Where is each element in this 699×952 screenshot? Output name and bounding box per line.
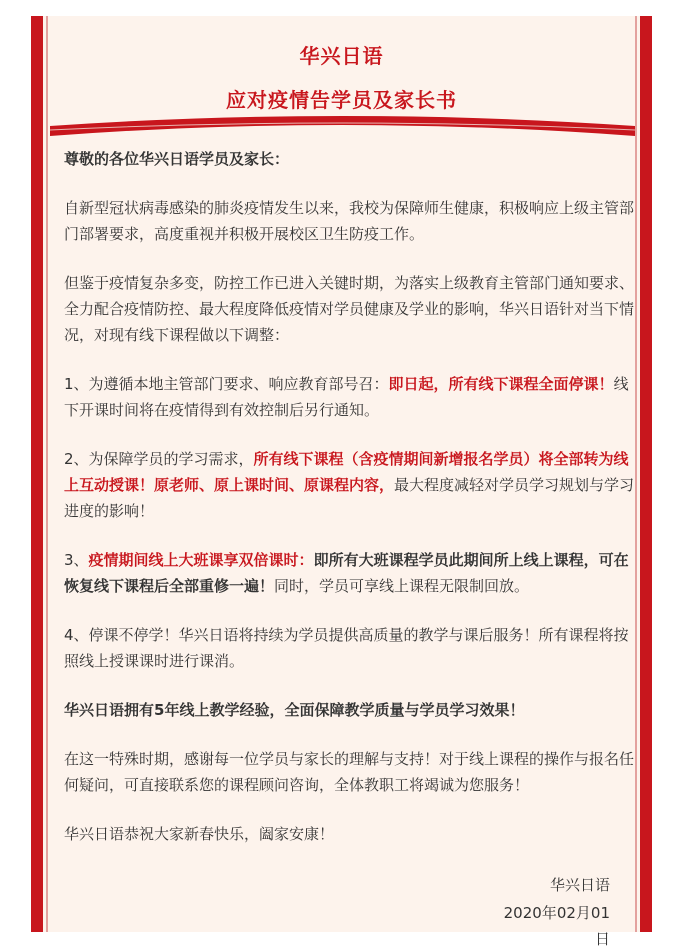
signature-date: 2020年02月01日 — [503, 904, 610, 948]
item-3-bold: 即所有大班课程学员此期间所上线上课程，可在恢复线下课程后全部重修一遍！ — [64, 551, 629, 595]
item-1 — [64, 371, 636, 423]
signature-block — [500, 872, 610, 952]
decorative-swoosh — [50, 112, 635, 136]
item-1-prefix: 1、为遵循本地主管部门要求、响应教育部号召： — [64, 375, 389, 393]
item-2-suffix: 最大程度减轻对学员学习规划与学习进度的影响！ — [64, 476, 635, 520]
greeting: 尊敬的各位华兴日语学员及家长： — [64, 150, 290, 168]
letter-title: 应对疫情告学员及家长书 — [226, 88, 457, 112]
item-2 — [64, 446, 636, 524]
item-3-suffix: 同时，学员可享线上课程无限制回放。 — [274, 577, 530, 595]
paragraph-intro: 自新型冠状病毒感染的肺炎疫情发生以来，我校为保障师生健康，积极响应上级主管部门部署要求，高度重视并积极开展校区卫生防疫工作。 — [64, 199, 635, 243]
letter-body — [64, 146, 636, 870]
item-2-prefix: 2、为保障学员的学习需求， — [64, 450, 254, 468]
item-2-highlight: 所有线下课程（含疫情期间新增报名学员）将全部转为线上互动授课！原老师、原上课时间、原课程内容， — [64, 450, 629, 494]
experience-line: 华兴日语拥有5年线上教学经验，全面保障教学质量与学员学习效果！ — [64, 701, 525, 719]
item-4: 4、停课不停学！华兴日语将持续为学员提供高质量的教学与课后服务！所有课程将按照线上授课课时进行课消。 — [64, 626, 629, 670]
paragraph-situation: 但鉴于疫情复杂多变，防控工作已进入关键时期，为落实上级教育主管部门通知要求、全力配合疫情防控、最大程度降低疫情对学员健康及学业的影响，华兴日语针对当下情况，对现有线下课程做以下调整： — [64, 274, 635, 344]
paragraph-wish: 华兴日语恭祝大家新春快乐，阖家安康！ — [64, 825, 335, 843]
right-red-border — [640, 16, 652, 932]
left-inner-border — [46, 16, 48, 932]
item-3-highlight: 疫情期间线上大班课享双倍课时： — [88, 551, 314, 569]
item-3 — [64, 547, 636, 599]
left-red-border — [31, 16, 43, 932]
item-3-prefix: 3、 — [64, 551, 89, 569]
item-1-suffix: 线下开课时间将在疫情得到有效控制后另行通知。 — [64, 375, 629, 419]
item-1-highlight: 即日起，所有线下课程全面停课！ — [388, 375, 614, 393]
signature-name: 华兴日语 — [549, 876, 610, 894]
org-title: 华兴日语 — [299, 44, 384, 68]
paragraph-thanks: 在这一特殊时期，感谢每一位学员与家长的理解与支持！对于线上课程的操作与报名任何疑问，可直接联系您的课程顾问咨询，全体教职工将竭诚为您服务！ — [64, 750, 635, 794]
